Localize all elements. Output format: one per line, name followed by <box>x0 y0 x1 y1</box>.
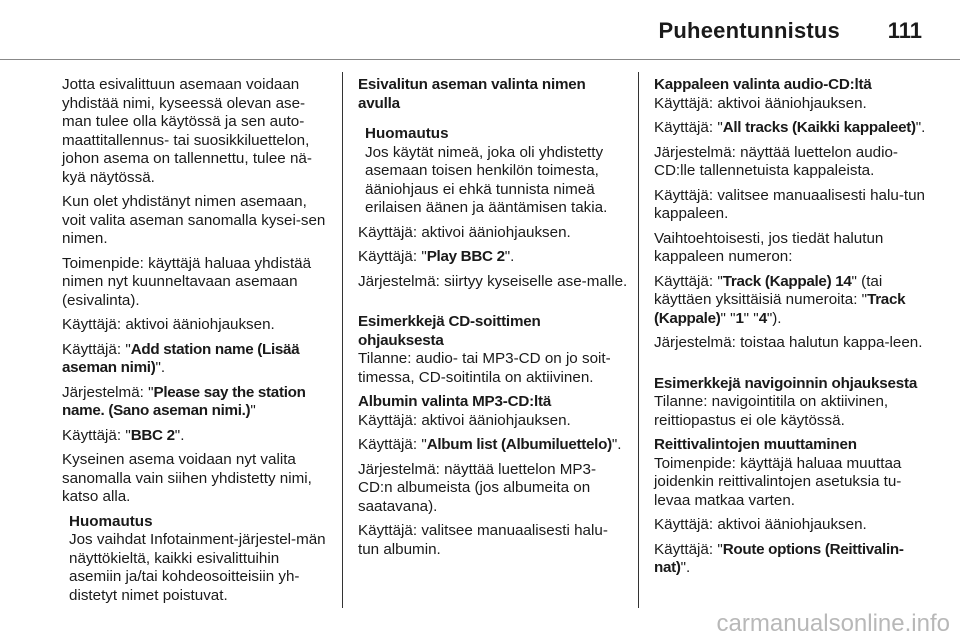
text: ". <box>680 559 691 576</box>
system-prompt: Please say the station name. (Sano aseman nimi.) <box>62 383 306 419</box>
voice-command: Track (Kappale) 14 <box>722 272 852 290</box>
paragraph: Jotta esivalittuun asemaan voidaan yhdistää nimi, kyseessä olevan ase-man tulee olla käytössä ja sen auto-maattitallennus- tai suosikkiluettelon, johon asema on tallennettu, tulee nä-kyä näytössä. <box>62 76 312 186</box>
note-text: Jos vaihdat Infotainment-järjestel-män näyttökieltä, kaikki esivalittuihin asemiin ja/tai kohdeosoitteisiin yh-distetyt nimet poistuvat. <box>69 531 326 604</box>
column-divider-2 <box>638 72 639 608</box>
paragraph: Järjestelmä: toistaa halutun kappa-leen. <box>654 334 923 351</box>
header-divider <box>0 59 960 60</box>
section-heading: Esimerkkejä CD-soittimen ohjauksesta <box>358 313 541 349</box>
text: Käyttäjä: " <box>358 436 427 453</box>
paragraph: Käyttäjä: valitsee manuaalisesti halu-tun albumin. <box>358 522 608 558</box>
voice-command: 1 <box>735 309 744 327</box>
paragraph: Toimenpide: käyttäjä haluaa yhdistää nimen nyt kuunneltavaan asemaan (esivalinta). <box>62 254 312 309</box>
voice-command: 4 <box>758 309 767 327</box>
section-heading: Esivalitun aseman valinta nimen avulla <box>358 76 586 112</box>
paragraph <box>654 119 926 138</box>
text: ". <box>174 426 185 444</box>
text: " <box>250 402 256 419</box>
text: "). <box>766 309 782 327</box>
text: ". <box>504 248 515 265</box>
paragraph <box>358 436 628 455</box>
paragraph: Toimenpide: käyttäjä haluaa muuttaa joidenkin reittivalintojen asetuksia tu-levaa matkaa varten. <box>654 454 902 509</box>
text: Käyttäjä: " <box>654 540 723 558</box>
text: Järjestelmä: " <box>62 383 154 401</box>
text: Käyttäjä: " <box>654 119 723 136</box>
spacer <box>358 297 628 313</box>
column-2 <box>358 76 628 565</box>
paragraph: Vaihtoehtoisesti, jos tiedät halutun kappaleen numeron: <box>654 229 884 265</box>
page-header <box>0 0 960 60</box>
note-box <box>365 125 628 218</box>
text: ". <box>611 436 622 453</box>
note-title: Huomautus <box>365 125 449 142</box>
voice-command: Route options (Reittivalin-nat) <box>654 540 904 576</box>
column-3 <box>654 76 926 584</box>
paragraph: Käyttäjä: aktivoi ääniohjauksen. <box>654 516 867 533</box>
voice-command: All tracks (Kaikki kappaleet) <box>722 119 916 136</box>
voice-command: BBC 2 <box>130 426 175 444</box>
watermark: carmanualsonline.info <box>716 610 950 637</box>
paragraph <box>62 384 330 421</box>
voice-command: Add station name (Lisää aseman nimi) <box>62 340 300 376</box>
note-title: Huomautus <box>69 512 153 530</box>
page-number: 111 <box>887 18 922 43</box>
column-1 <box>62 76 330 611</box>
text: Käyttäjä: " <box>62 426 131 444</box>
paragraph <box>654 273 926 329</box>
note-box <box>69 513 330 606</box>
paragraph: Tilanne: navigointitila on aktiivinen, reittiopastus ei ole käytössä. <box>654 393 889 429</box>
paragraph: Järjestelmä: siirtyy kyseiselle ase-malle. <box>358 272 628 290</box>
paragraph: Kyseinen asema voidaan nyt valita sanomalla vain siihen yhdistetty nimi, katso alla. <box>62 451 312 505</box>
text: ". <box>155 359 166 376</box>
text: " (tai käyttäen yksittäisiä numeroita: " <box>654 272 883 308</box>
spacer <box>654 359 926 375</box>
text: Käyttäjä: " <box>358 248 427 265</box>
paragraph: Käyttäjä: aktivoi ääniohjauksen. <box>358 223 571 241</box>
paragraph: Tilanne: audio- tai MP3-CD on jo soit-timessa, CD-soitintila on aktiivinen. <box>358 350 611 386</box>
paragraph: Käyttäjä: valitsee manuaalisesti halu-tun kappaleen. <box>654 186 925 222</box>
section-heading: Esimerkkejä navigoinnin ohjauksesta <box>654 374 918 392</box>
voice-command: Album list (Albumiluettelo) <box>426 436 612 453</box>
paragraph: Kun olet yhdistänyt nimen asemaan, voit valita aseman sanomalla kysei-sen nimen. <box>62 193 326 247</box>
paragraph <box>654 541 926 578</box>
paragraph: Järjestelmä: näyttää luettelon audio-CD:lle tallennetuista kappaleista. <box>654 143 898 179</box>
column-divider-1 <box>342 72 343 608</box>
subsection-heading: Kappaleen valinta audio-CD:ltä <box>654 76 872 93</box>
subsection-heading: Reittivalintojen muuttaminen <box>654 436 857 453</box>
paragraph: Järjestelmä: näyttää luettelon MP3-CD:n albumeista (jos albumeita on saatavana). <box>358 460 597 515</box>
text: ". <box>915 119 926 136</box>
page-title: Puheentunnistus <box>658 18 840 43</box>
note-text: Jos käytät nimeä, joka oli yhdistetty asemaan toisen henkilön toimesta, ääniohjaus ei ehkä tunnista nimeä erilaisen äänen ja ääntämisen takia. <box>365 143 608 216</box>
paragraph <box>62 341 330 378</box>
voice-command: Play BBC 2 <box>426 248 505 265</box>
text: " " <box>720 309 736 327</box>
paragraph <box>62 427 330 446</box>
text: Käyttäjä: " <box>62 340 131 358</box>
paragraph: Käyttäjä: aktivoi ääniohjauksen. <box>62 316 275 333</box>
subsection-heading: Albumin valinta MP3-CD:ltä <box>358 393 552 410</box>
paragraph: Käyttäjä: aktivoi ääniohjauksen. <box>654 94 867 112</box>
paragraph: Käyttäjä: aktivoi ääniohjauksen. <box>358 411 571 429</box>
text: " " <box>743 309 759 327</box>
text: Käyttäjä: " <box>654 272 723 290</box>
paragraph <box>358 248 628 267</box>
voice-command: Track (Kappale) <box>654 291 906 327</box>
